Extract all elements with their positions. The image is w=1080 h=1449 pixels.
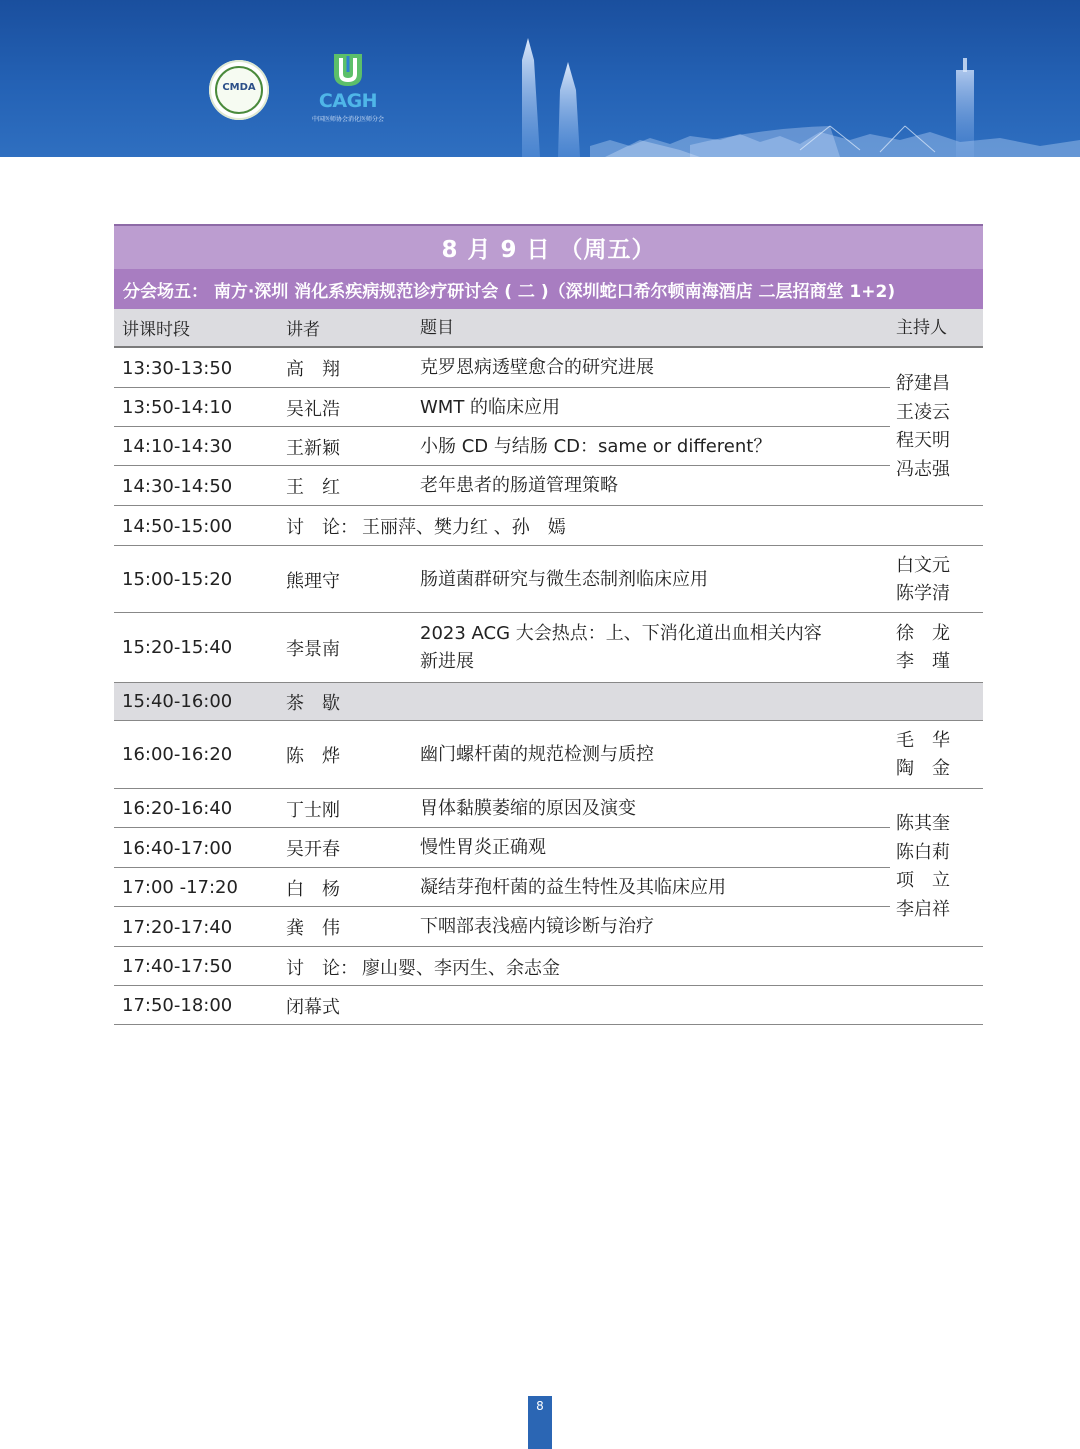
topic-cell: 老年患者的肠道管理策略	[420, 475, 618, 496]
host-name: 王凌云	[896, 401, 950, 423]
time-cell: 17:20-17:40	[122, 916, 233, 938]
topic-cell: 幽门螺杆菌的规范检测与质控	[420, 743, 654, 765]
table-header	[114, 309, 983, 348]
time-cell: 16:00-16:20	[122, 744, 233, 765]
speaker-cell: 李景南	[286, 638, 340, 660]
host-name: 李启祥	[896, 898, 950, 920]
host-name: 陶 金	[896, 757, 950, 779]
topic-cell: 下咽部表浅癌内镜诊断与治疗	[420, 916, 654, 937]
table-row	[114, 947, 983, 986]
speaker-cell: 龚 伟	[286, 918, 340, 939]
schedule-body	[114, 348, 983, 1025]
host-name: 陈学清	[896, 582, 950, 604]
cagh-logo-text: CAGH	[318, 90, 378, 112]
header-banner	[0, 0, 1080, 157]
host-group-2	[896, 546, 976, 613]
host-group-4	[896, 721, 976, 788]
host-name: 李 瑾	[896, 650, 950, 672]
time-cell: 15:20-15:40	[122, 637, 233, 658]
time-cell: 15:00-15:20	[122, 569, 233, 590]
table-row	[114, 348, 983, 388]
speaker-cell: 王 红	[286, 477, 340, 498]
topic-cell: 慢性胃炎正确观	[420, 837, 546, 858]
speaker-cell: 吴开春	[286, 839, 340, 860]
table-row-break	[114, 682, 983, 721]
speaker-cell: 王新颖	[286, 437, 340, 459]
discussion-participants: 王丽萍、樊力红 、孙 嫣	[362, 517, 566, 538]
discussion-label: 讨 论：	[286, 957, 358, 979]
break-label: 茶 歇	[286, 692, 340, 714]
column-header-speaker: 讲者	[286, 320, 320, 340]
time-cell: 13:50-14:10	[122, 397, 233, 418]
speaker-cell: 高 翔	[286, 359, 340, 380]
table-row	[114, 613, 983, 682]
time-cell: 17:00 -17:20	[122, 877, 238, 898]
column-header-time: 讲课时段	[122, 320, 190, 340]
speaker-cell: 吴礼浩	[286, 398, 340, 420]
topic-line: 2023 ACG 大会热点：上、下消化道出血相关内容	[420, 622, 822, 644]
table-row	[114, 388, 983, 427]
table-row	[114, 427, 983, 466]
closing-label: 闭幕式	[286, 996, 340, 1018]
topic-cell: 小肠 CD 与结肠 CD：same or different？	[420, 435, 772, 457]
time-cell: 14:30-14:50	[122, 475, 233, 497]
table-row	[114, 868, 983, 907]
table-row	[114, 466, 983, 506]
host-name: 舒建昌	[896, 373, 950, 394]
host-name: 陈白莉	[896, 841, 950, 863]
speaker-cell: 陈 烨	[286, 745, 340, 767]
cmda-logo-text: CMDA	[222, 82, 256, 93]
topic-cell: 肠道菌群研究与微生态制剂临床应用	[420, 568, 708, 590]
table-row	[114, 828, 983, 868]
cmda-logo	[209, 60, 269, 120]
time-cell: 14:10-14:30	[122, 436, 233, 457]
discussion-label: 讨 论：	[286, 517, 358, 538]
host-group-5	[896, 810, 976, 924]
host-name: 冯志强	[896, 458, 950, 480]
topic-cell: 凝结芽孢杆菌的益生特性及其临床应用	[420, 876, 726, 898]
table-row	[114, 789, 983, 828]
table-row	[114, 986, 983, 1025]
date-header: 8 月 9 日 （周五）	[114, 224, 983, 269]
host-group-1	[896, 370, 976, 484]
topic-line: 新进展	[420, 650, 474, 672]
schedule-table	[114, 224, 983, 1025]
time-cell: 17:40-17:50	[122, 956, 233, 977]
topic-cell: 胃体黏膜萎缩的原因及演变	[420, 797, 636, 819]
discussion-cell	[286, 947, 560, 986]
time-cell: 13:30-13:50	[122, 357, 233, 379]
time-cell: 16:20-16:40	[122, 798, 233, 819]
column-header-topic: 题目	[420, 317, 454, 338]
column-header-host: 主持人	[896, 317, 947, 338]
speaker-cell: 丁士刚	[286, 799, 340, 821]
cagh-logo-subtext: 中国医师协会消化医师分会	[311, 116, 384, 123]
time-cell: 15:40-16:00	[122, 691, 233, 712]
session-title: 分会场五： 南方·深圳 消化系疾病规范诊疗研讨会 ( 二 )（深圳蛇口希尔顿南海酒店 二层招商堂 1+2)	[114, 269, 983, 309]
host-name: 徐 龙	[896, 622, 950, 644]
table-row	[114, 721, 983, 788]
topic-cell: WMT 的临床应用	[420, 396, 561, 418]
table-row	[114, 546, 983, 613]
time-cell: 17:50-18:00	[122, 995, 233, 1016]
page-number: 8	[528, 1396, 552, 1449]
host-group-3	[896, 613, 976, 682]
time-cell: 14:50-15:00	[122, 515, 233, 537]
time-cell: 16:40-17:00	[122, 837, 233, 859]
cagh-logo	[303, 52, 393, 126]
table-row	[114, 506, 983, 546]
speaker-cell: 熊理守	[286, 570, 340, 592]
host-name: 项 立	[896, 870, 950, 891]
host-name: 白文元	[896, 554, 950, 576]
city-skyline-graphic	[0, 0, 1080, 157]
host-name: 陈其奎	[896, 813, 950, 834]
speaker-cell: 白 杨	[286, 878, 340, 900]
topic-cell	[420, 613, 870, 682]
host-name: 毛 华	[896, 729, 950, 751]
discussion-cell	[286, 506, 566, 546]
host-name: 程天明	[896, 430, 950, 451]
topic-cell: 克罗恩病透壁愈合的研究进展	[420, 357, 654, 378]
table-row	[114, 907, 983, 947]
discussion-participants: 廖山婴、李丙生、余志金	[362, 957, 560, 979]
cagh-mark-icon	[331, 52, 365, 88]
